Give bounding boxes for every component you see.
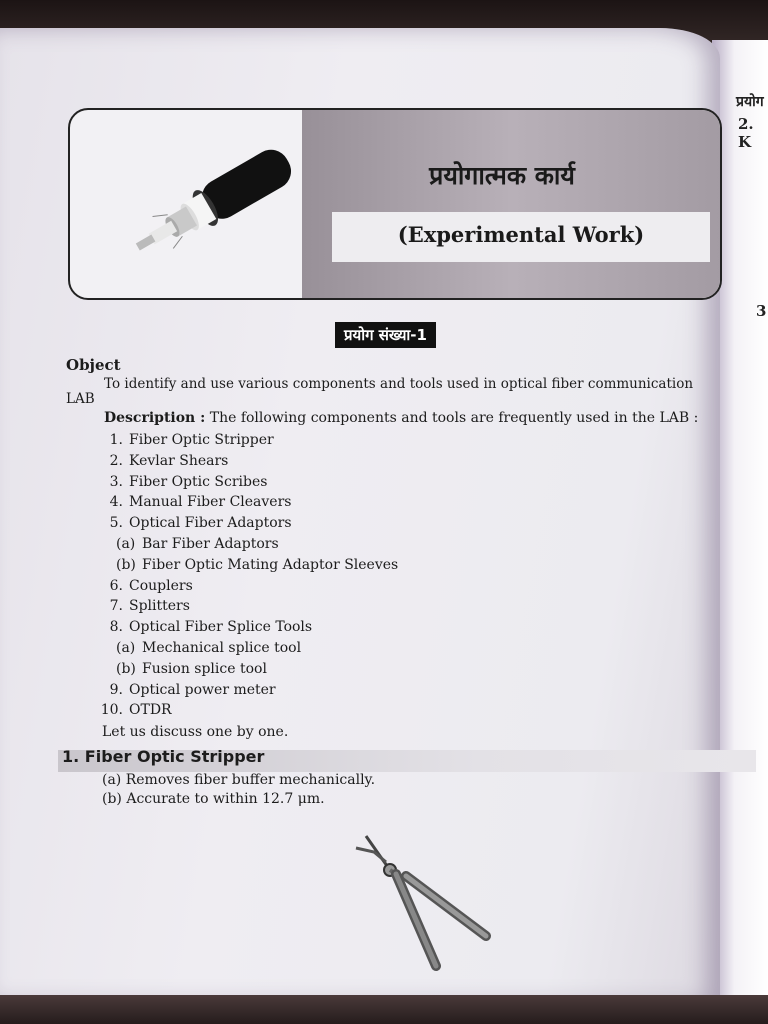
list-subitem bbox=[92, 555, 398, 576]
list-subitem-number: (a) bbox=[116, 639, 136, 656]
list-subitem-text: Fiber Optic Mating Adaptor Sleeves bbox=[142, 556, 399, 573]
banner-title-panel bbox=[302, 110, 722, 298]
description-text: The following components and tools are frequently used in the LAB : bbox=[209, 410, 699, 426]
section-point-b: (b) Accurate to within 12.7 μm. bbox=[102, 791, 325, 807]
list-item-number: 2. bbox=[109, 452, 123, 469]
list-item-text: Fiber Optic Stripper bbox=[129, 432, 274, 448]
list-subitem-text: Mechanical splice tool bbox=[142, 639, 302, 656]
description-label: Description : bbox=[104, 410, 206, 426]
list-subitem-text: Bar Fiber Adaptors bbox=[142, 535, 279, 552]
list-item-text: Splitters bbox=[129, 598, 190, 615]
list-item-number: 5. bbox=[109, 515, 123, 532]
fiber-cable-image bbox=[124, 148, 304, 258]
list-item-text: Manual Fiber Cleavers bbox=[129, 494, 292, 511]
list-subitem bbox=[92, 659, 398, 680]
experiment-number-badge: प्रयोग संख्या-1 bbox=[335, 322, 436, 348]
section-point-a: (a) Removes fiber buffer mechanically. bbox=[102, 772, 376, 788]
banner-title-hindi: प्रयोगात्मक कार्य bbox=[429, 161, 575, 190]
list-item bbox=[92, 492, 398, 513]
fiber-stripper-image bbox=[346, 826, 506, 976]
list-item bbox=[92, 596, 398, 617]
list-item-text: Couplers bbox=[129, 577, 193, 594]
object-text-line1: To identify and use various components and tools used in optical fiber communication bbox=[104, 376, 694, 392]
banner-title-english: (Experimental Work) bbox=[397, 222, 645, 247]
list-item bbox=[92, 451, 398, 472]
list-item bbox=[92, 680, 398, 701]
section-heading: 1. Fiber Optic Stripper bbox=[62, 747, 265, 766]
list-item-text: Kevlar Shears bbox=[129, 452, 229, 469]
list-item-number: 9. bbox=[109, 681, 123, 698]
list-item-number: 1. bbox=[109, 432, 123, 448]
list-item bbox=[92, 513, 398, 534]
object-text-line2: LAB bbox=[66, 391, 95, 407]
next-page-text-1: प्रयोग bbox=[736, 94, 764, 110]
list-item-text: Optical Fiber Splice Tools bbox=[129, 619, 313, 636]
list-subitem-text: Fusion splice tool bbox=[142, 660, 267, 677]
bottom-shadow bbox=[0, 995, 768, 1024]
discuss-text: Let us discuss one by one. bbox=[102, 724, 289, 740]
list-subitem-number: (b) bbox=[116, 556, 136, 573]
list-item bbox=[92, 472, 398, 493]
list-subitem-number: (a) bbox=[116, 535, 136, 552]
components-list bbox=[92, 430, 398, 721]
list-item-number: 7. bbox=[109, 598, 123, 615]
list-item-number: 10. bbox=[100, 702, 123, 719]
description-paragraph bbox=[104, 410, 698, 426]
list-item bbox=[92, 430, 398, 451]
next-page-text-2: 2. K bbox=[738, 115, 754, 151]
list-item-number: 4. bbox=[109, 494, 123, 511]
list-item-text: Optical power meter bbox=[129, 681, 276, 698]
list-item bbox=[92, 700, 398, 721]
list-item bbox=[92, 576, 398, 597]
list-item-number: 8. bbox=[109, 619, 123, 636]
chapter-banner bbox=[68, 108, 722, 300]
list-item bbox=[92, 617, 398, 638]
list-item-number: 6. bbox=[109, 577, 123, 594]
list-item-text: Fiber Optic Scribes bbox=[129, 473, 268, 490]
next-page-text-3: 3 bbox=[756, 302, 767, 320]
list-item-number: 3. bbox=[109, 473, 123, 490]
object-heading: Object bbox=[66, 356, 121, 374]
list-subitem-number: (b) bbox=[116, 660, 136, 677]
list-item-text: Optical Fiber Adaptors bbox=[129, 515, 292, 532]
list-subitem bbox=[92, 534, 398, 555]
banner-title-strip bbox=[332, 212, 710, 262]
list-item-text: OTDR bbox=[129, 702, 172, 719]
list-subitem bbox=[92, 638, 398, 659]
